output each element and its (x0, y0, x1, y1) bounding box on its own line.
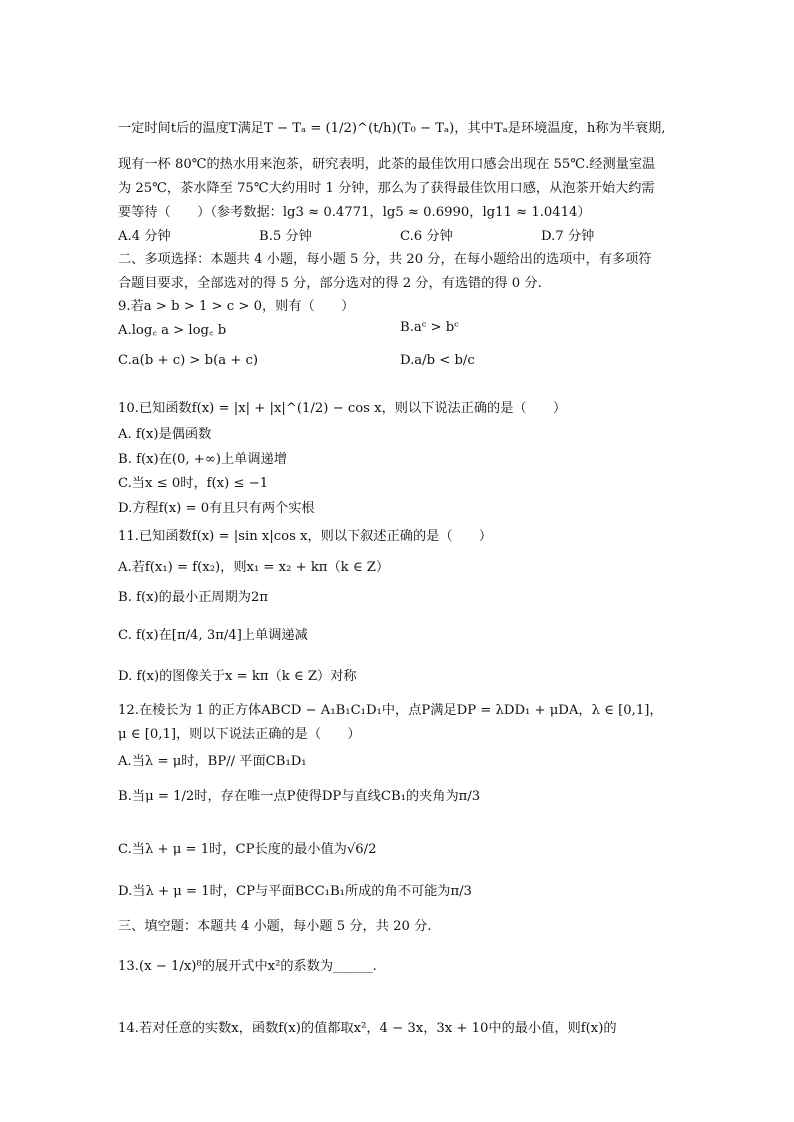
q9-option-b: B.aᶜ > bᶜ (400, 320, 459, 335)
q8-line-3: 为 25℃，茶水降至 75℃大约用时 1 分钟，那么为了获得最佳饮用口感，从泡茶开始大约需 (118, 181, 655, 196)
q12-option-c: C.当λ + μ = 1时，CP长度的最小值为√6/2 (118, 842, 377, 857)
q8-option-d: D.7 分钟 (541, 229, 595, 244)
q9-stem: 9.若a > b > 1 > c > 0，则有（ ） (118, 299, 355, 314)
q8-option-b: B.5 分钟 (259, 229, 312, 244)
q11-option-c: C. f(x)在[π/4, 3π/4]上单调递减 (118, 628, 308, 643)
q12-stem-1: 12.在棱长为 1 的正方体ABCD − A₁B₁C₁D₁中，点P满足DP = λDD₁ + μDA，λ ∈ [0,1]， (118, 703, 663, 718)
section-3-heading: 三、填空题：本题共 4 小题，每小题 5 分，共 20 分. (118, 919, 432, 934)
q8-option-c: C.6 分钟 (400, 229, 453, 244)
q8-line-1: 一定时间t后的温度T满足T − Tₐ = (1/2)^(t/h)(T₀ − Tₐ)，其中Tₐ是环境温度，h称为半衰期, (118, 121, 666, 136)
q10-stem: 10.已知函数f(x) = |x| + |x|^(1/2) − cos x，则以下说法正确的是（ ） (118, 401, 567, 416)
q12-stem-2: μ ∈ [0,1]，则以下说法正确的是（ ） (118, 727, 361, 742)
q12-option-a: A.当λ = μ时，BP// 平面CB₁D₁ (118, 754, 307, 769)
q12-option-d: D.当λ + μ = 1时，CP与平面BCC₁B₁所成的角不可能为π/3 (118, 884, 472, 899)
section-2-heading-2: 合题目要求，全部选对的得 5 分，部分选对的得 2 分，有选错的得 0 分. (118, 276, 542, 291)
q9-option-a: A.log꜀ a > log꜀ b (118, 323, 227, 338)
q11-option-b: B. f(x)的最小正周期为2π (118, 590, 269, 605)
q10-option-c: C.当x ≤ 0时，f(x) ≤ −1 (118, 476, 269, 491)
q9-option-d: D.a/b < b/c (400, 353, 475, 368)
q10-option-a: A. f(x)是偶函数 (118, 427, 212, 442)
q8-line-2: 现有一杯 80℃的热水用来泡茶，研究表明，此茶的最佳饮用口感会出现在 55℃.经测量室温 (118, 157, 656, 172)
q14-stem: 14.若对任意的实数x，函数f(x)的值都取x²，4 − 3x，3x + 10中的最小值，则f(x)的 (118, 1021, 617, 1036)
q11-option-d: D. f(x)的图像关于x = kπ（k ∈ Z）对称 (118, 669, 357, 684)
q10-option-b: B. f(x)在(0, +∞)上单调递增 (118, 452, 287, 467)
q11-stem: 11.已知函数f(x) = |sin x|cos x，则以下叙述正确的是（ ） (118, 529, 493, 544)
section-2-heading-1: 二、多项选择：本题共 4 小题，每小题 5 分，共 20 分，在每小题给出的选项中，有多项符 (118, 252, 652, 267)
q12-option-b: B.当μ = 1/2时，存在唯一点P使得DP与直线CB₁的夹角为π/3 (118, 789, 481, 804)
q8-line-4: 要等待（ ）（参考数据：lg3 ≈ 0.4771，lg5 ≈ 0.6990，lg11 ≈ 1.0414） (118, 205, 591, 220)
q13-stem: 13.(x − 1/x)⁸的展开式中x²的系数为______. (118, 959, 377, 974)
q10-option-d: D.方程f(x) = 0有且只有两个实根 (118, 501, 315, 516)
q11-option-a: A.若f(x₁) = f(x₂)，则x₁ = x₂ + kπ（k ∈ Z） (118, 560, 390, 575)
q8-option-a: A.4 分钟 (118, 229, 171, 244)
q9-option-c: C.a(b + c) > b(a + c) (118, 353, 259, 368)
